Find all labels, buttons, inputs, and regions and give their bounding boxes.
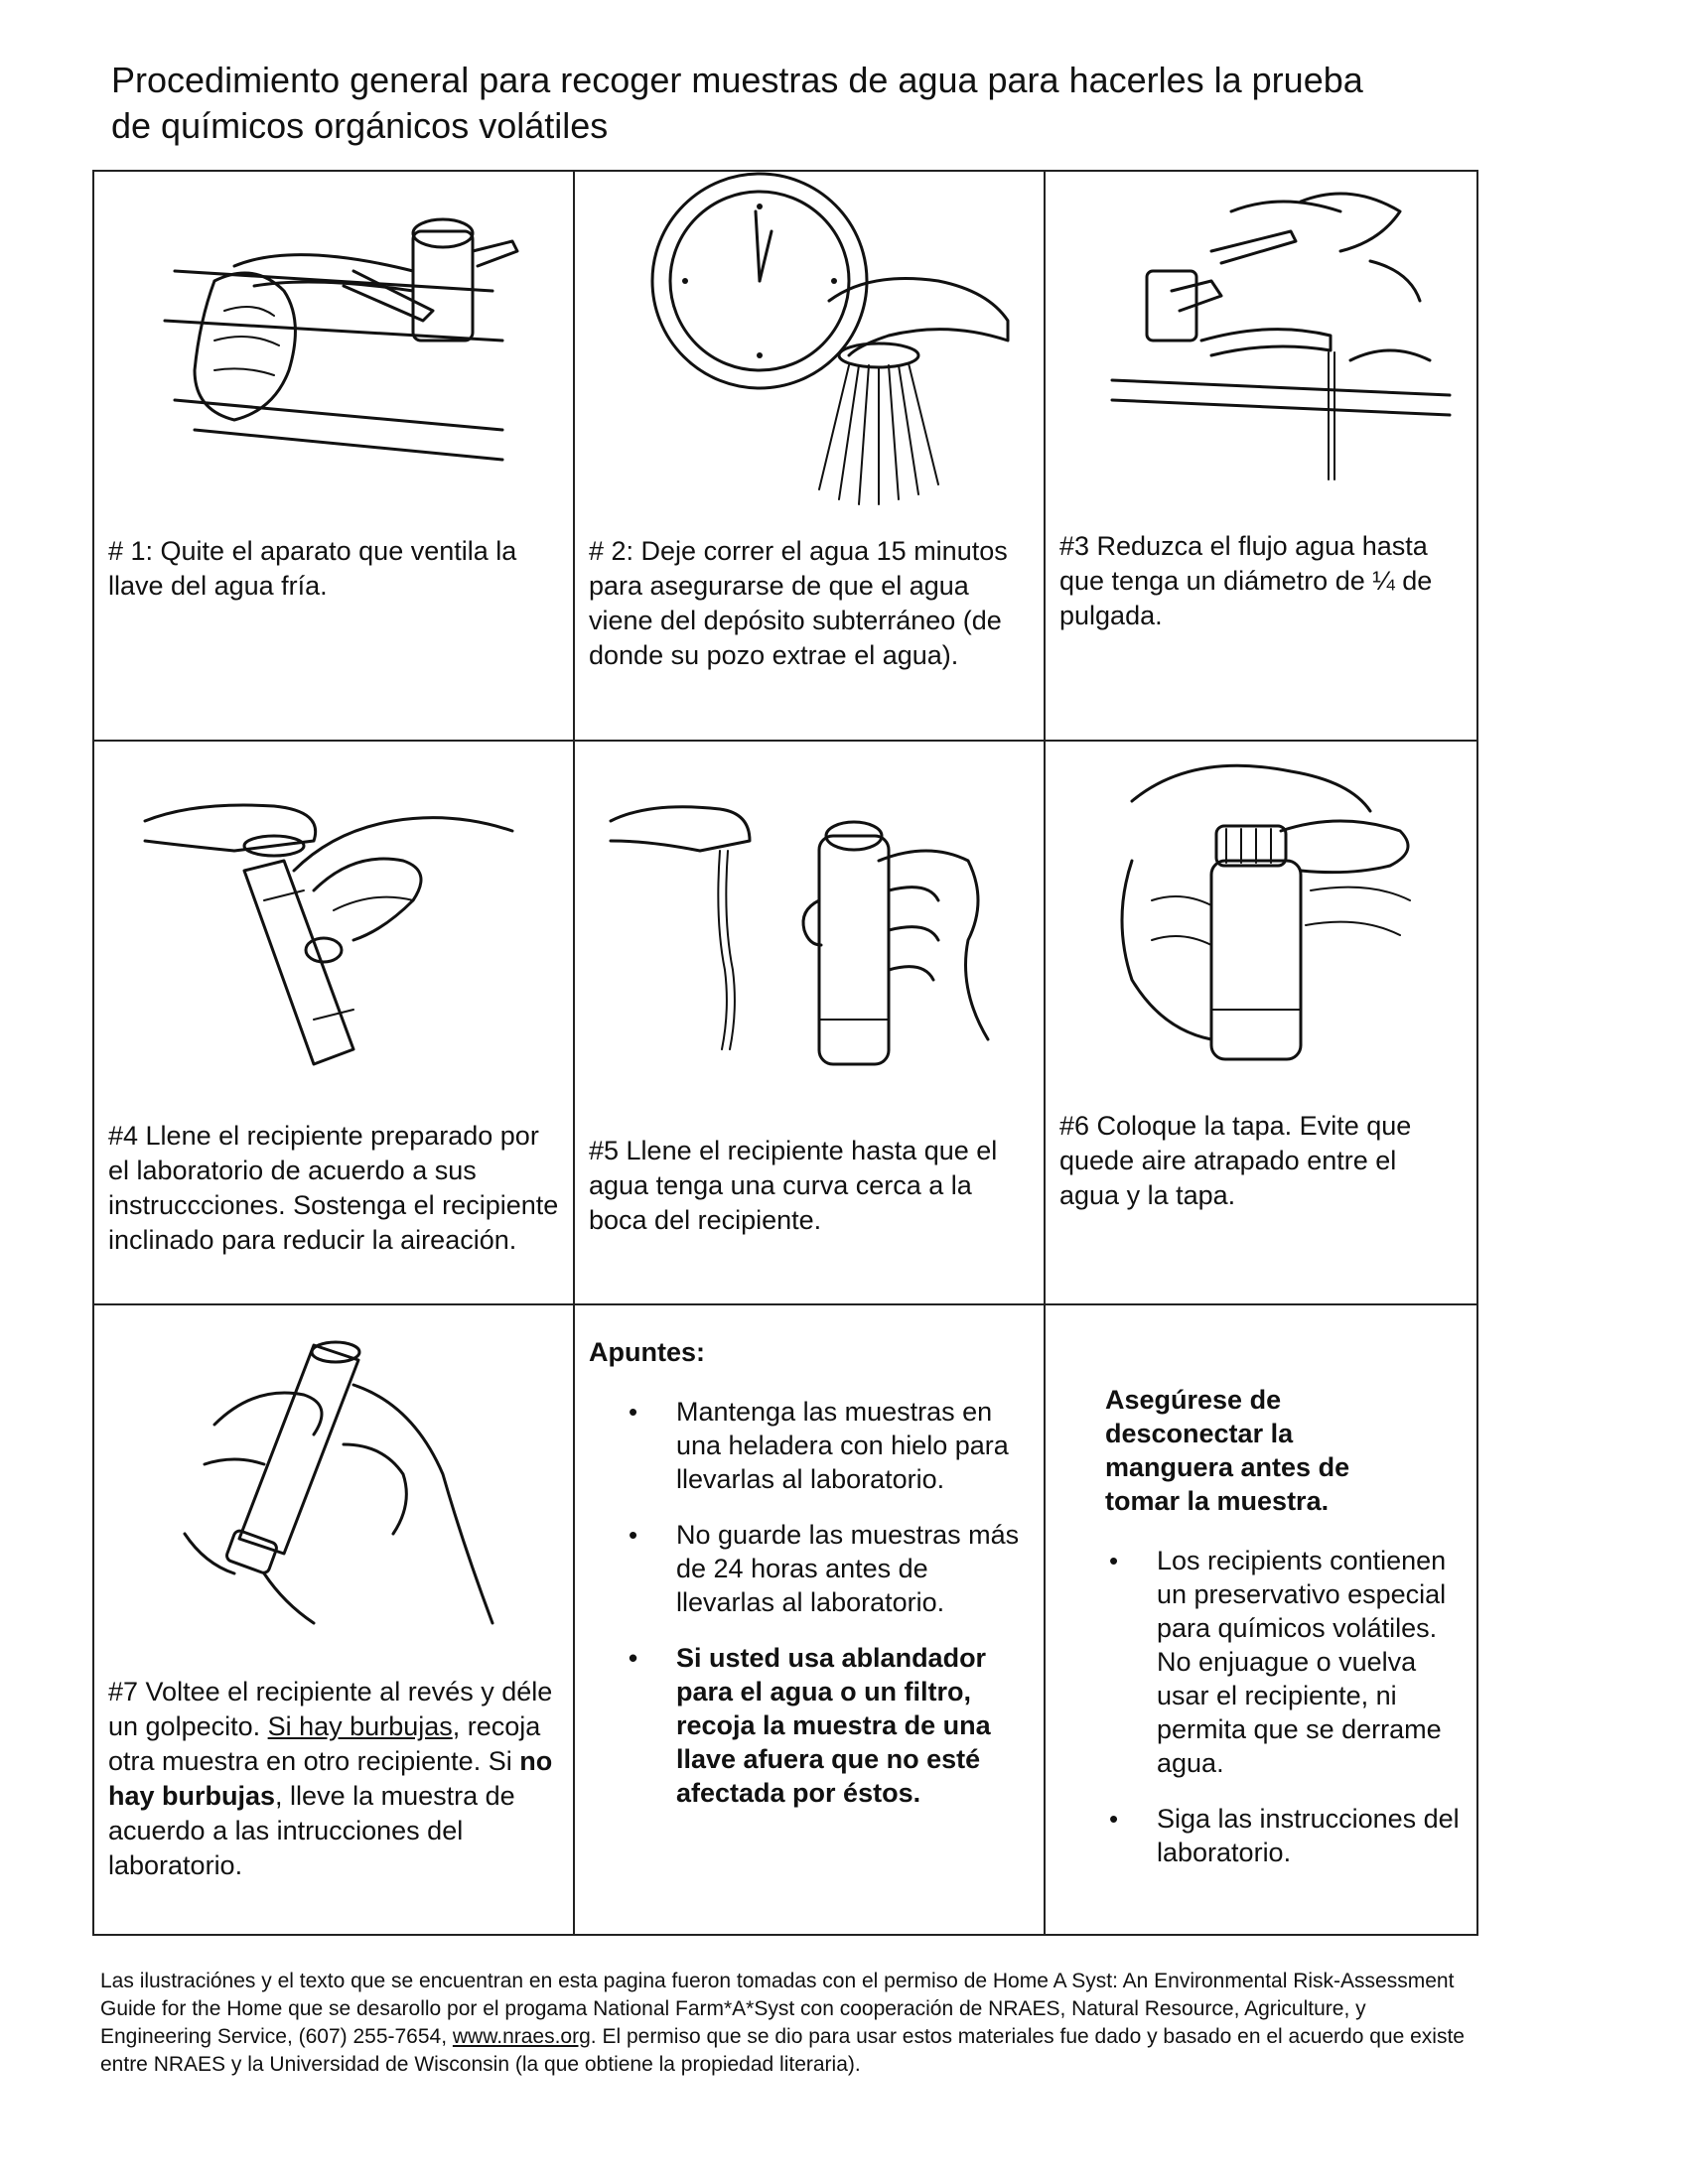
page-title	[111, 58, 1501, 149]
footer-text-1: Las ilustraciónes y el texto que se encuentran en esta pagina fueron tomadas con el permiso de Home A Syst: An Environmental Risk-Assessment Guide for the Home que se desarollo por el progama National Farm*A*Syst con cooperación de NRAES, Natural Resource, Agriculture, y Engineering Service, (607) 255-7654,	[100, 1970, 1455, 2048]
step-3-caption: #3 Reduzca el flujo agua hasta que tenga un diámetro de ¼ de pulgada.	[1059, 531, 1433, 630]
clock-icon	[682, 204, 837, 358]
step-4-caption: #4 Llene el recipiente preparado por el laboratorio de acuerdo a sus instruccciones. Sostenga el recipiente inclinado para reducir la aireación.	[108, 1121, 559, 1255]
step-2-caption: # 2: Deje correr el agua 15 minutos para asegurarse de que el agua viene del depósito subterráneo (de donde su pozo extrae el agua).	[589, 536, 1008, 670]
step-7-caption	[108, 1675, 559, 1883]
warning-item-1: • Los recipients contienen un preservativo especial para químicos volátiles. No enjuague o vuelva usar el recipiente, ni permita que se derrame agua.	[1095, 1544, 1463, 1780]
step-7-text-1: #7 Voltee el recipiente al revés y déle un golpecito.	[108, 1677, 553, 1741]
footer-text-2: . El permiso que se dio para usar estos materiales fue dado y basado en el acuerdo que existe entre NRAES y la Universidad de Wisconsin (la que obtiene la propiedad literaria).	[100, 2025, 1465, 2076]
footer-link[interactable]: www.nraes.org	[452, 2025, 591, 2048]
footer-credits	[100, 1968, 1471, 2079]
step-6-cell	[1046, 742, 1476, 1305]
step-6-caption: #6 Coloque la tapa. Evite que quede aire atrapado entre el agua y la tapa.	[1059, 1111, 1412, 1210]
notes-heading: Apuntes:	[589, 1337, 705, 1367]
notes-list	[615, 1395, 1030, 1832]
notes-item-2: • No guarde las muestras más de 24 horas antes de llevarlas al laboratorio.	[615, 1518, 1030, 1619]
step-7-underlined: Si hay burbujas	[267, 1711, 453, 1741]
step-3-illustration	[1046, 172, 1476, 499]
step-5-caption: #5 Llene el recipiente hasta que el agua tenga una curva cerca a la boca del recipiente.	[589, 1136, 998, 1235]
step-7-cell	[94, 1305, 575, 1934]
steps-grid	[92, 170, 1478, 1936]
step-6-illustration	[1046, 742, 1476, 1069]
warning-cell	[1046, 1305, 1476, 1934]
step-4-illustration	[94, 742, 573, 1079]
warning-item-2: • Siga las instrucciones del laboratorio.	[1095, 1802, 1463, 1869]
step-2-cell	[575, 172, 1046, 742]
step-5-illustration	[575, 742, 1044, 1079]
step-1-cell	[94, 172, 575, 742]
step-7-bold: no hay burbujas	[108, 1746, 553, 1811]
step-3-cell	[1046, 172, 1476, 742]
title-line-2: de químicos orgánicos volátiles	[111, 105, 609, 146]
step-7-illustration	[94, 1305, 573, 1643]
notes-cell	[575, 1305, 1046, 1934]
step-5-cell	[575, 742, 1046, 1305]
title-line-1: Procedimiento general para recoger muestras de agua para hacerles la prueba	[111, 60, 1363, 100]
notes-item-bold: • Si usted usa ablandador para el agua o un filtro, recoja la muestra de una llave afuera que no esté afectada por éstos.	[615, 1641, 1030, 1810]
step-2-illustration	[575, 172, 1044, 509]
step-7-text-2: , recoja otra muestra en otro recipiente. Si	[108, 1711, 541, 1776]
step-1-caption: # 1: Quite el aparato que ventila la llave del agua fría.	[108, 536, 517, 601]
warning-heading: Asegúrese de desconectar la manguera antes de tomar la muestra.	[1105, 1385, 1350, 1516]
step-7-text-3: , lleve la muestra de acuerdo a las intrucciones del laboratorio.	[108, 1781, 515, 1880]
notes-item-1: • Mantenga las muestras en una heladera con hielo para llevarlas al laboratorio.	[615, 1395, 1030, 1496]
step-4-cell	[94, 742, 575, 1305]
step-1-illustration	[94, 172, 573, 509]
warning-list	[1095, 1544, 1463, 1891]
